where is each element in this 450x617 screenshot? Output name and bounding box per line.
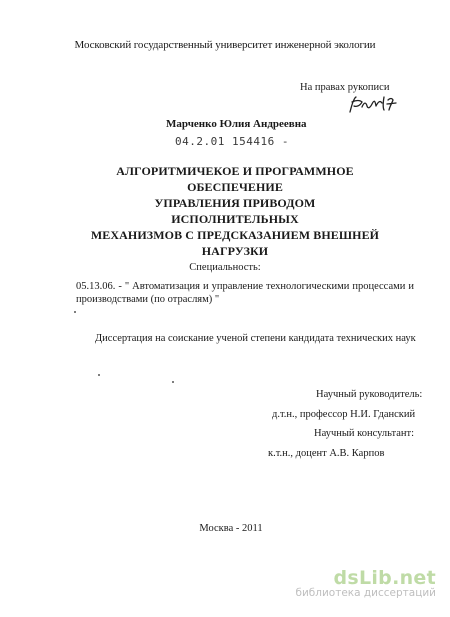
consultant-label: Научный консультант: — [314, 428, 415, 439]
city-year: Москва - 2011 — [199, 523, 263, 534]
dissertation-title — [90, 163, 380, 259]
consultant-name: к.т.н., доцент А.В. Карпов — [268, 448, 385, 459]
scan-speck — [98, 374, 100, 376]
watermark — [266, 567, 436, 599]
specialty-text: 05.13.06. - " Автоматизация и управление технологическими процессами и производствами (по отраслям) " — [76, 281, 414, 305]
title-line: НАГРУЗКИ — [201, 244, 269, 258]
title-line: МЕХАНИЗМОВ С ПРЕДСКАЗАНИЕМ ВНЕШНЕЙ — [90, 228, 380, 242]
specialty-label: Специальность: — [189, 262, 261, 273]
signature-icon — [346, 94, 406, 116]
title-line: АЛГОРИТМИЧЕКОЕ И ПРОГРАММНОЕ ОБЕСПЕЧЕНИЕ — [116, 164, 354, 194]
university-name: Московский государственный университет инженерной экологии — [74, 39, 376, 51]
watermark-caption: библиотека диссертаций — [295, 587, 436, 599]
supervisor-label: Научный руководитель: — [316, 389, 423, 400]
inventory-stamp: 04.2.01 154416 - — [175, 135, 289, 148]
author-name: Марченко Юлия Андреевна — [166, 118, 307, 130]
handwritten-signature — [346, 94, 406, 121]
scan-speck — [172, 381, 174, 383]
manuscript-rights: На правах рукописи — [300, 82, 390, 93]
degree-statement: Диссертация на соискание ученой степени кандидата технических наук — [95, 333, 416, 344]
supervisor-name: д.т.н., профессор Н.И. Гданский — [272, 409, 416, 420]
title-line: УПРАВЛЕНИЯ ПРИВОДОМ ИСПОЛНИТЕЛЬНЫХ — [154, 196, 316, 226]
watermark-logo: dsLib.net — [333, 567, 436, 589]
scan-speck — [74, 311, 76, 313]
